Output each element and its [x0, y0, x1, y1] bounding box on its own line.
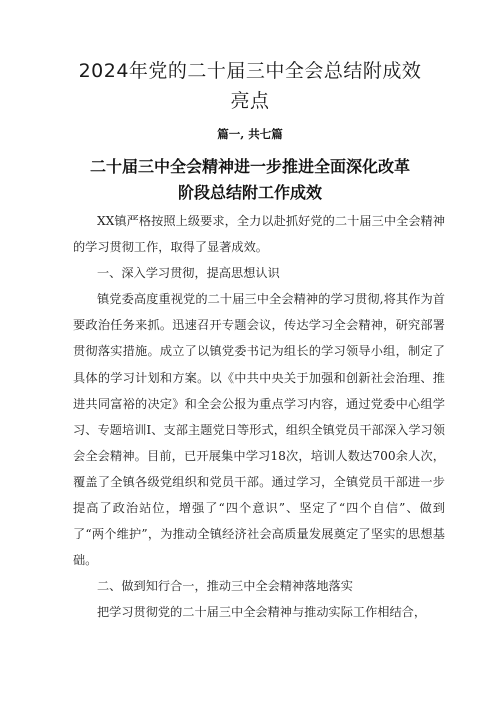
- document-body: [73, 208, 445, 626]
- section-heading-line-2: 阶段总结附工作成效: [177, 183, 322, 202]
- section-heading-line-1: 二十届三中全会精神进一步推进全面深化改革: [89, 157, 410, 176]
- section-1-paragraph: 镇党委高度重视党的二十届三中全会精神的学习贯彻,将其作为首要政治任务来抓。迅速召开专题会议，传达学习全会精神，研究部署贯彻落实措施。成立了以镇党委书记为组长的学习领导小组，制定了具体的学习计划和方案。以《中共中央关于加强和创新社会治理、推进共同富裕的决定》和全会公报为重点学习内容，通过党委中心组学习、专题培训I、支部主题党日等形式，组织全镇党员干部深入学习领会全会精神。目前，已开展集中学习18次，培训人数达700余人次，覆盖了全镇各级党组织和党员干部。通过学习，全镇党员干部进一步提高了政治站位，增强了“四个意识”、坚定了“四个自信”、做到了“两个维护”，为推动全镇经济社会高质量发展奠定了坚实的思想基础。: [73, 292, 445, 568]
- document-title: 2024年党的二十届三中全会总结附成效亮点: [78, 60, 422, 112]
- section-2-paragraph: 把学习贯彻党的二十届三中全会精神与推动实际工作相结合，: [97, 605, 427, 620]
- intro-paragraph: XX镇严格按照上级要求，全力以赴抓好党的二十届三中全会精神的学习贯彻工作，取得了显著成效。: [73, 214, 445, 255]
- section-2-heading: 二、做到知行合一，推动三中全会精神落地落实: [97, 579, 353, 594]
- document-subtitle: 篇一, 共七篇: [217, 127, 283, 141]
- section-1-heading: 一、深入学习贯彻，提高思想认识: [97, 266, 280, 281]
